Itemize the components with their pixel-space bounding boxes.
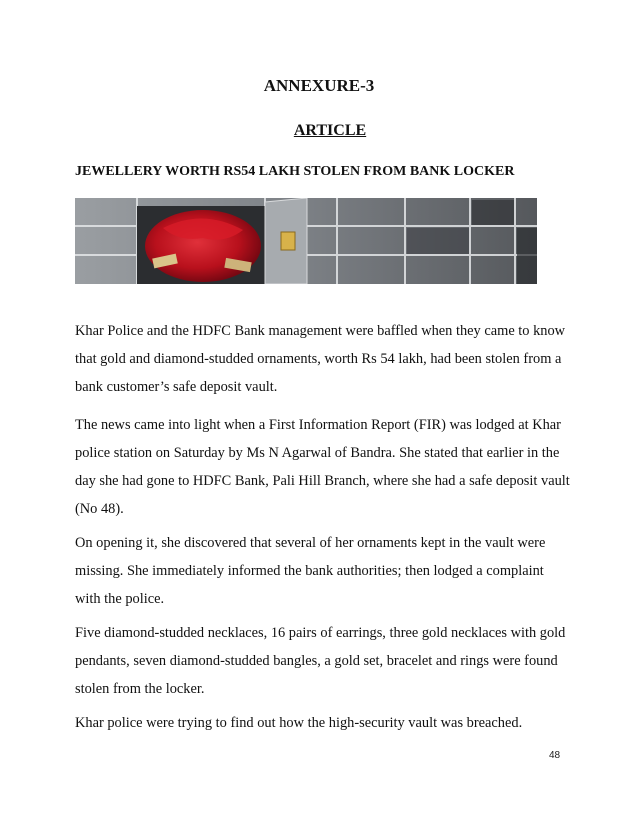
paragraph-5: Khar police were trying to find out how the high-security vault was breached. [75,715,523,731]
annexure-title: ANNEXURE-3 [263,76,375,95]
paragraph-4: Five diamond-studded necklaces, 16 pairs of earrings, three gold necklaces with gold pendants, seven diamond-studded bangles, a gold set, bracelet and rings were found stolen from the locker. [75,625,566,697]
bank-locker-photo [75,198,537,284]
article-headline: JEWELLERY WORTH RS54 LAKH STOLEN FROM BANK LOCKER [75,164,515,179]
paragraph-2: The news came into light when a First Information Report (FIR) was lodged at Khar police station on Saturday by Ms N Agarwal of Bandra. She stated that earlier in the day she had gone to HDFC Bank, Pali Hill Branch, where she had a safe deposit vault (No 48). [75,417,570,517]
section-title: ARTICLE [293,122,367,139]
paragraph-1: Khar Police and the HDFC Bank management were baffled when they came to know that gold and diamond-studded ornaments, worth Rs 54 lakh, had been stolen from a bank customer’s safe deposit vault. [75,323,566,395]
paragraph-3: On opening it, she discovered that several of her ornaments kept in the vault were missing. She immediately informed the bank authorities; then lodged a complaint with the police. [75,535,546,607]
page-number: 48 [549,750,561,761]
